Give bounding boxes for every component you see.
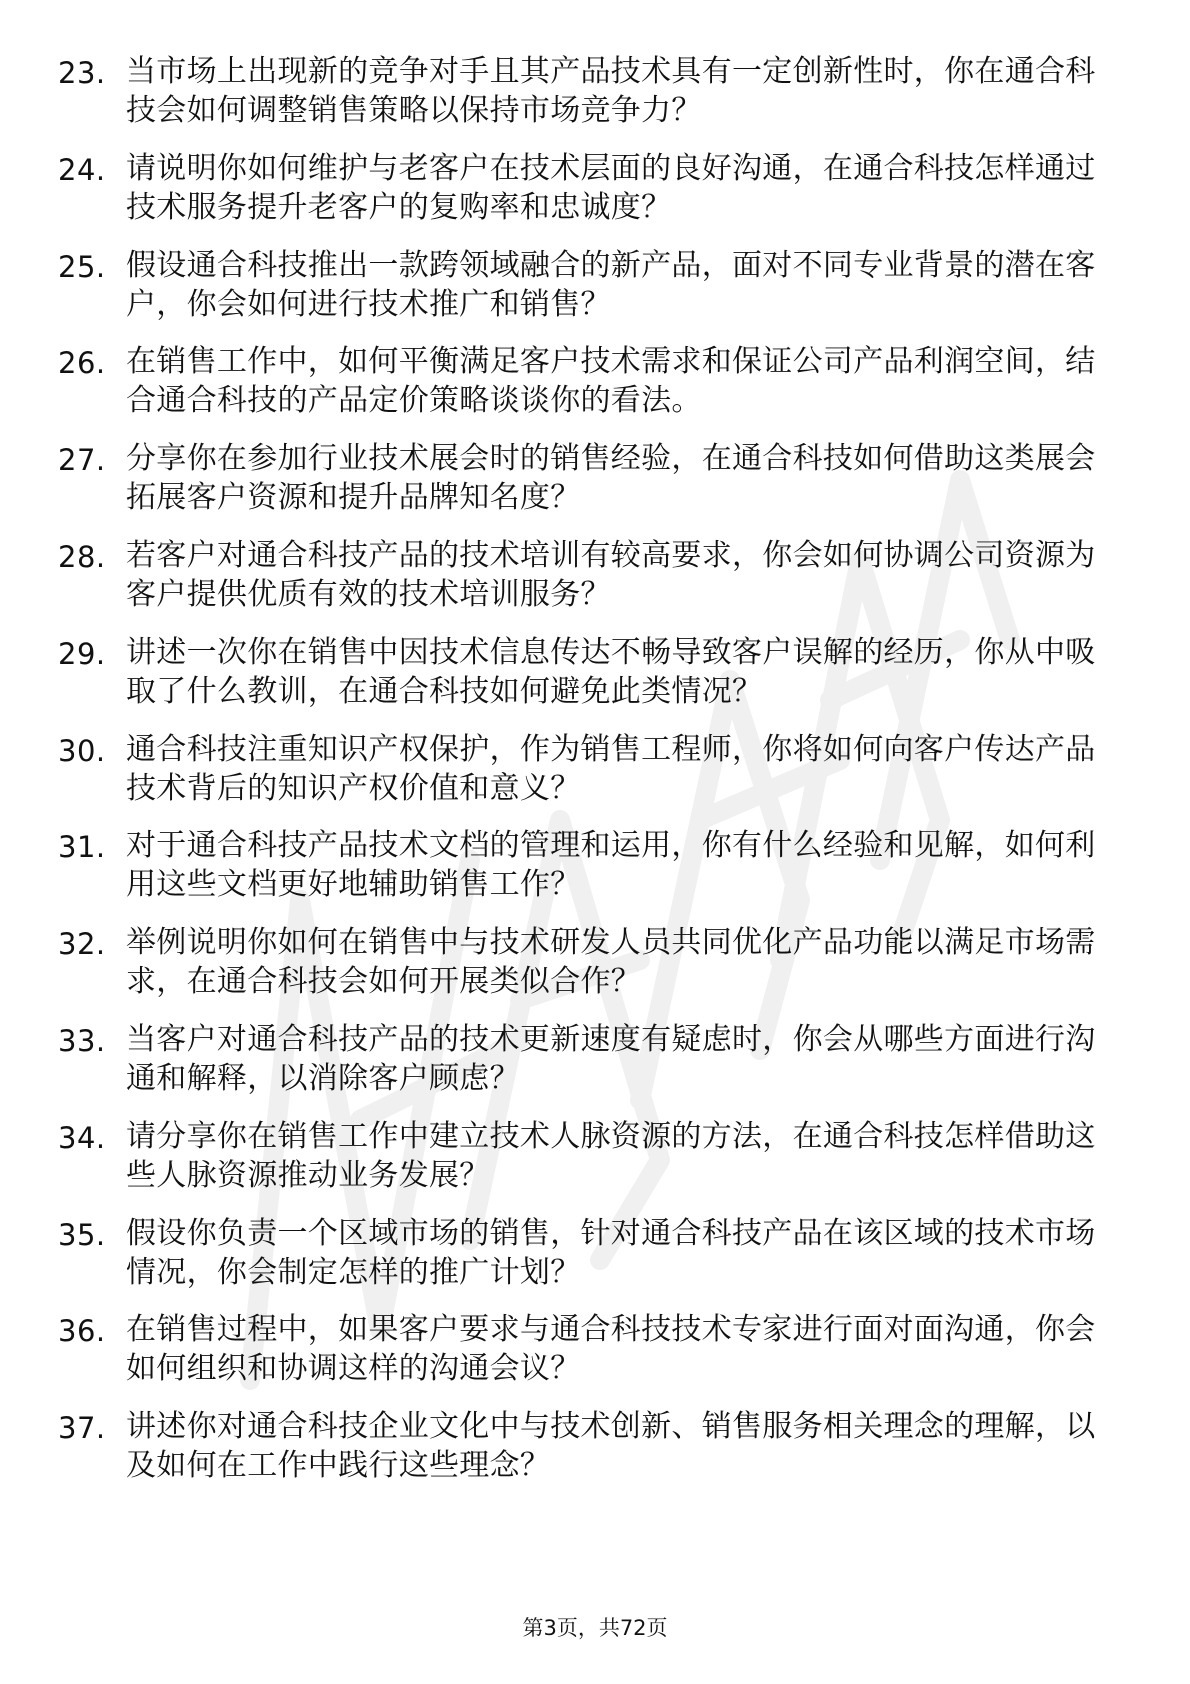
question-number: 29. xyxy=(58,636,106,671)
question-item xyxy=(58,1407,1118,1504)
question-list xyxy=(58,52,1118,1504)
question-number: 32. xyxy=(58,927,106,962)
question-item xyxy=(58,1310,1118,1407)
question-text: 讲述一次你在销售中因技术信息传达不畅导致客户误解的经历，你从中吸取了什么教训，在通合科技如何避免此类情况？ xyxy=(126,634,1096,709)
question-number: 34. xyxy=(58,1120,106,1155)
question-item xyxy=(58,536,1118,633)
question-number: 35. xyxy=(58,1217,106,1252)
question-item xyxy=(58,149,1118,246)
question-number: 37. xyxy=(58,1411,106,1446)
question-number: 36. xyxy=(58,1314,106,1349)
question-item xyxy=(58,730,1118,827)
question-text: 请分享你在销售工作中建立技术人脉资源的方法，在通合科技怎样借助这些人脉资源推动业务发展？ xyxy=(126,1118,1096,1193)
question-text: 举例说明你如何在销售中与技术研发人员共同优化产品功能以满足市场需求，在通合科技会如何开展类似合作？ xyxy=(126,925,1096,1000)
question-item xyxy=(58,342,1118,439)
question-number: 28. xyxy=(58,539,106,574)
question-text: 对于通合科技产品技术文档的管理和运用，你有什么经验和见解，如何利用这些文档更好地辅助销售工作？ xyxy=(126,828,1096,903)
question-number: 26. xyxy=(58,346,106,381)
question-item xyxy=(58,52,1118,149)
question-item xyxy=(58,1020,1118,1117)
question-item xyxy=(58,1214,1118,1311)
question-item xyxy=(58,633,1118,730)
question-number: 30. xyxy=(58,733,106,768)
question-text: 分享你在参加行业技术展会时的销售经验，在通合科技如何借助这类展会拓展客户资源和提升品牌知名度？ xyxy=(126,441,1096,516)
question-item xyxy=(58,246,1118,343)
question-text: 在销售工作中，如何平衡满足客户技术需求和保证公司产品利润空间，结合通合科技的产品定价策略谈谈你的看法。 xyxy=(126,344,1096,419)
question-item xyxy=(58,1117,1118,1214)
question-number: 24. xyxy=(58,152,106,187)
question-number: 33. xyxy=(58,1023,106,1058)
question-item xyxy=(58,439,1118,536)
question-number: 25. xyxy=(58,249,106,284)
question-text: 假设你负责一个区域市场的销售，针对通合科技产品在该区域的技术市场情况，你会制定怎样的推广计划？ xyxy=(126,1215,1096,1290)
question-text: 请说明你如何维护与老客户在技术层面的良好沟通，在通合科技怎样通过技术服务提升老客户的复购率和忠诚度？ xyxy=(126,150,1096,225)
question-number: 23. xyxy=(58,56,106,90)
question-text: 若客户对通合科技产品的技术培训有较高要求，你会如何协调公司资源为客户提供优质有效的技术培训服务？ xyxy=(126,537,1096,612)
question-item xyxy=(58,923,1118,1020)
page-footer: 第3页，共72页 xyxy=(522,1616,668,1640)
question-item xyxy=(58,826,1118,923)
question-number: 27. xyxy=(58,443,106,478)
question-text: 当客户对通合科技产品的技术更新速度有疑虑时，你会从哪些方面进行沟通和解释，以消除客户顾虑？ xyxy=(126,1021,1096,1096)
question-text: 在销售过程中，如果客户要求与通合科技技术专家进行面对面沟通，你会如何组织和协调这样的沟通会议？ xyxy=(126,1312,1096,1387)
question-text: 讲述你对通合科技企业文化中与技术创新、销售服务相关理念的理解，以及如何在工作中践行这些理念？ xyxy=(126,1409,1096,1484)
question-text: 假设通合科技推出一款跨领域融合的新产品，面对不同专业背景的潜在客户，你会如何进行技术推广和销售？ xyxy=(126,247,1096,322)
question-text: 当市场上出现新的竞争对手且其产品技术具有一定创新性时，你在通合科技会如何调整销售策略以保持市场竞争力？ xyxy=(126,54,1096,128)
question-number: 31. xyxy=(58,830,106,865)
question-text: 通合科技注重知识产权保护，作为销售工程师，你将如何向客户传达产品技术背后的知识产权价值和意义？ xyxy=(126,731,1096,806)
